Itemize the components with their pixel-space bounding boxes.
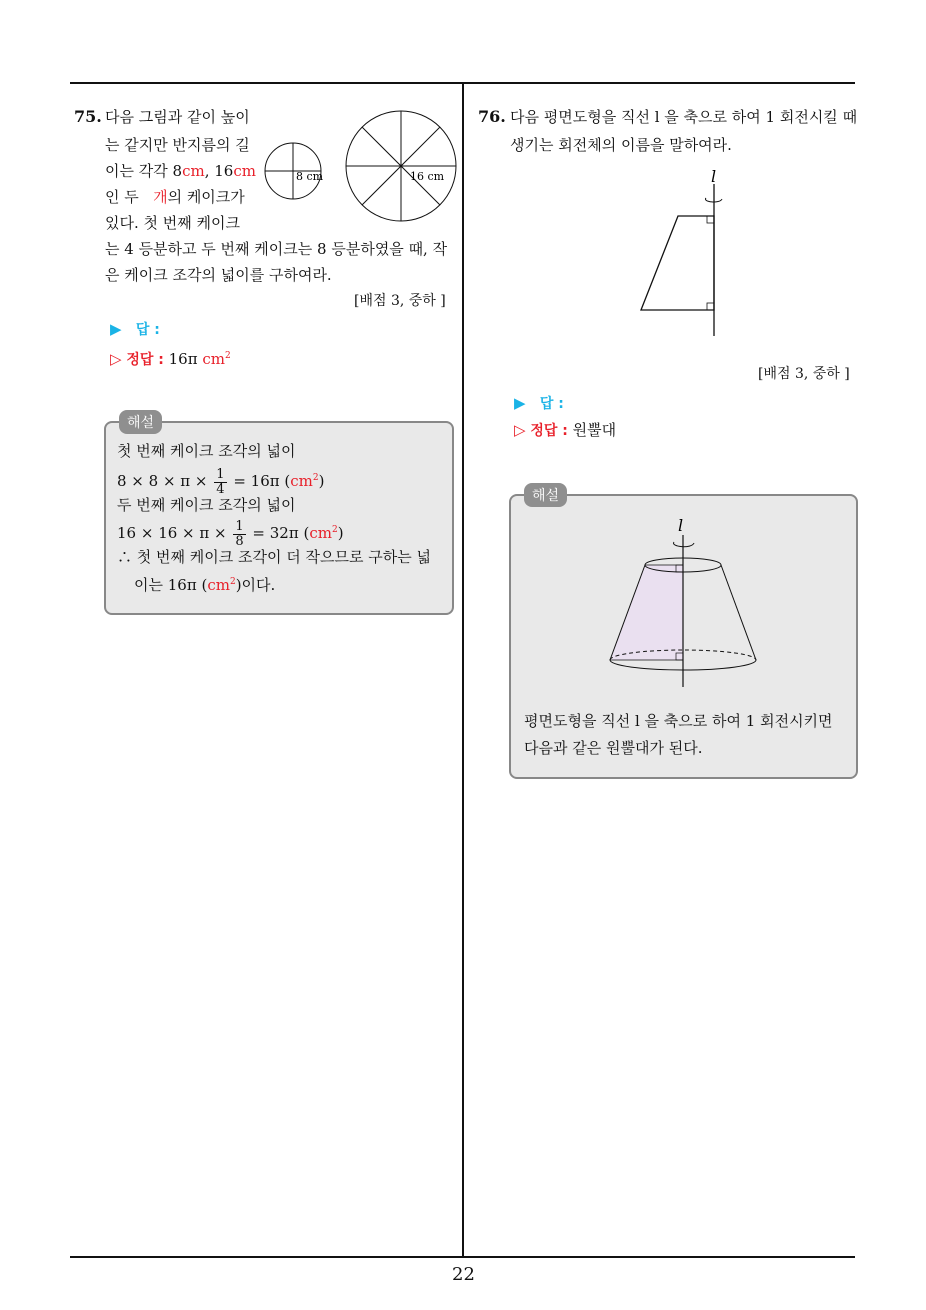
axis-label-l: l [711,167,717,186]
q75-line4: 인 두 개의 케이크가 [105,188,245,206]
q76-sol-line1: 평면도형을 직선 l 을 축으로 하여 1 회전시키면 [524,712,833,730]
q76-trapezoid-figure [630,166,740,341]
q75-sol-line6: 이는 16π $(cm^2)$이다. [134,576,276,594]
axis-label-l: l [678,516,684,535]
q76-line2: 생기는 회전체의 이름을 말하여라. [510,136,732,154]
q76-frustum-figure [600,515,765,695]
play-icon: ▶ [110,320,122,338]
q76-answer-row [514,392,564,415]
q75-solution-tag: 해설 [119,410,162,434]
q76-number: 76. [478,107,506,126]
q76-solution-tag: 해설 [524,483,567,507]
q75-line6: 는 4 등분하고 두 번째 케이크는 8 등분하였을 때, 작 [105,240,448,258]
column-divider [462,82,464,1257]
shaded-trapezoid [610,565,683,660]
large-cake-circle [346,111,456,221]
page-number: 22 [452,1264,475,1285]
small-radius-label: 8 cm [296,170,324,183]
q76-correct-value: 원뿔대 [572,421,617,439]
play-icon: ▶ [514,394,526,412]
fraction-one-eighth: $\frac{1}{8}$ [235,518,244,549]
q75-correct-label: 정답 : [126,352,164,368]
q75-line3: 이는 각각 8cm, 16cm [105,162,256,180]
q76-line1: 다음 평면도형을 직선 l 을 축으로 하여 1 회전시킬 때 [510,108,858,126]
q75-sol-eq2: 16 × 16 × π × $\frac{1}{8}$ = 32π $(cm^2)$ [117,518,344,549]
fraction-one-quarter: $\frac{1}{4}$ [216,466,225,497]
q75-number: 75. [74,107,102,126]
q75-line1: 다음 그림과 같이 높이 [105,108,250,126]
q75-radius-a: 8 [172,162,183,180]
q76-score: [배점 3, 중하 ] [758,366,850,382]
large-radius-label: 16 cm [410,170,445,183]
outline-play-icon: ▷ [110,350,122,368]
q76-correct-row [514,419,616,442]
q75-sol-line3: 두 번째 케이크 조각의 넓이 [117,496,296,514]
q75-sol-eq1: 8 × 8 × π × $\frac{1}{4}$ = 16π $(cm^2)$ [117,466,325,497]
q75-line2: 는 같지만 반지름의 길 [105,136,250,154]
q75-line5: 있다. 첫 번째 케이크 [105,214,240,232]
q75-score: [배점 3, 중하 ] [354,293,446,309]
bottom-rule [70,1256,855,1258]
q75-count-word: 개 [153,188,168,206]
q75-radius-b: 16 [214,162,234,180]
q75-correct-row: ▷ 정답 : 16π $cm^2$ [110,350,231,368]
q75-correct-value: 16π [168,350,198,368]
q75-cake-figure [262,108,462,228]
q75-line7: 은 케이크 조각의 넓이를 구하여라. [105,266,332,284]
rotation-arrow-icon [674,542,694,547]
q75-answer-label: 답 : [135,322,160,338]
q76-answer-label: 답 : [539,396,564,412]
q75-sol-line1: 첫 번째 케이크 조각의 넓이 [117,442,296,460]
q75-sol-line5: ∴ 첫 번째 케이크 조각이 더 작으므로 구하는 넓 [117,548,431,566]
q75-answer-row [110,318,160,341]
q76-sol-line2: 다음과 같은 원뿔대가 된다. [524,739,703,757]
q76-correct-label: 정답 : [530,423,568,439]
outline-play-icon: ▷ [514,421,526,439]
